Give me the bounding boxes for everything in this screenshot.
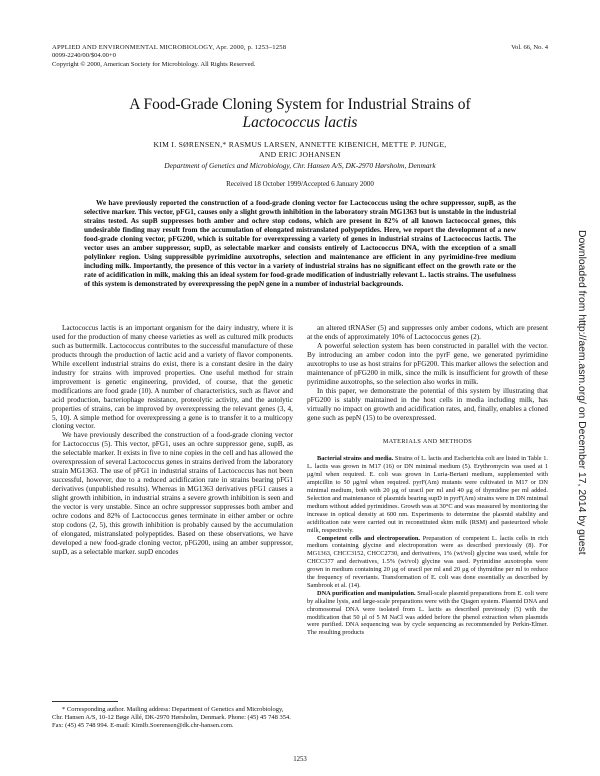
abstract: We have previously reported the construction of a food-grade cloning vector for Lactococcus using the ochre suppressor, supB, as the selective marker. This vector, pFG1, causes only a slight growth inhibition in the laboratory strain MG1363 but is unstable in the industrial strains tested. As supB suppresses both amber and ochre stop codons, which are present in 82% of all known lactococcal genes, this undesirable finding may result from the accumulation of elongated mistranslated polypeptides. Here, we report the development of a new food-grade cloning vector, pFG200, which is suitable for overexpressing a variety of genes in industrial strains of Lactococcus lactis. The vector uses an amber suppressor, supD, as selectable marker and consists entirely of Lactococcus DNA, with the exception of a small polylinker region. Using suppressible pyrimidine auxotrophs, selection and maintenance are efficient in any pyrimidine-free medium including milk. Importantly, the presence of this vector in a variety of industrial strains has no significant effect on the growth rate or the rate of acidification in milk, making this an ideal system for food-grade modification of industrially relevant L. lactis strains. The usefulness of this system is demonstrated by overexpressing the pepN gene in a number of industrial backgrounds. [84,199,516,288]
methods-text: Small-scale plasmid preparations from E. coli were by alkaline lysis, and large-scale preparations were with the Qiagen system. Plasmid DNA and chromosomal DNA were isolated from L. lactis as described previously (5) with the modification that 50 μl of 5 M NaCl was added before the phenol extraction when plasmids were purified. DNA sequencing was by cycle sequencing as recommended by Perkin-Elmer. The resulting products [307,589,548,637]
methods-text: Preparation of competent L. lactis cells in rich medium containing glycine and electroporation were as described previously (8). For MG1363, CHCC3152, CHCC2730, and derivatives, 1% (wt/vol) glycine was used, while for CHCC377 and derivatives, 1.5% (wt/vol) glycine was used. Pyrimidine auxotrophs were grown in medium containing 20 μg of uracil per ml and 20 μg of thymidine per ml to reduce the frequency of revertants. Transformation of E. coli was done essentially as described by Sambrook et al. (14). [307,534,549,589]
download-watermark-text: Downloaded from http://aem.asm.org/ on December 17, 2014 by guest [576,230,587,555]
intro-paragraph-4: A powerful selection system has been constructed in parallel with the vector. By introducing an amber codon into the pyrF gene, we generated pyrimidine auxotrophs to use as host strains for pFG200. This marker allows the selection and maintenance of pFG200 in milk, since the milk is insufficient for growth of these pyrimidine auxotrophs, so the selection also works in milk. [307,341,548,386]
volume-issue: Vol. 66, No. 4 [511,44,548,51]
journal-citation: APPLIED AND ENVIRONMENTAL MICROBIOLOGY, Apr. 2000, p. 1253–1258 [52,44,287,51]
copyright-line: Copyright © 2000, American Society for Microbiology. All Rights Reserved. [52,60,256,68]
section-heading: MATERIALS AND METHODS [382,438,473,446]
authors-line-1: KIM I. SØRENSEN,* RASMUS LARSEN, ANNETTE KIBENICH, METTE P. JUNGE, [153,140,447,149]
page-number: 1253 [293,756,307,763]
affiliation: Department of Genetics and Microbiology, Chr. Hansen A/S, DK-2970 Hørsholm, Denmark [164,161,436,170]
methods-text: Strains of L. lactis and Escherichia coli are listed in Table 1. L. lactis was grown in M17 (16) or DN minimal medium (5). Erythromycin was used at 1 μg/ml when required. E. coli was grown in Luria-Bertani medium, supplemented with ampicillin to 50 μg/ml when required. pyrF(Am) mutants were cultivated in M17 or DN minimal medium, both with 20 μg of uracil per ml and 40 μg of thymidine per ml added. Selection and maintenance of plasmids bearing supD in pyrF(Am) strains were in DN minimal medium without added pyrimidines. Growth was at 30°C and was measured by monitoring the increase in optical density at 600 nm. Experiments to determine the plasmid stability and acidification rate were carried out in reconstituted skim milk (RSM) and pasteurized whole milk, respectively. [307,455,548,534]
article-title [52,96,548,132]
intro-paragraph-2: We have previously described the construction of a food-grade cloning vector for Lactococcus (5). This vector, pFG1, uses an ochre suppressor gene, supB, as the selectable marker. It exists in five to nine copies in the cell and has allowed the overexpression of several Lactococcus genes in strains derived from the laboratory strain MG1363. The use of pFG1 in industrial strains of Lactococcus has not been successful, however, due to a reduced acidification rate in strains bearing pFG1 derivatives (unpublished results). Whereas in MG1363 derivatives pFG1 causes a slight growth inhibition, in industrial strains a severe growth inhibition is seen and the vector is very unstable. Since an ochre suppressor suppresses both amber and ochre codons and 82% of Lactococcus genes terminate in either amber or ochre stop codons (2, 5), this growth inhibition is probably caused by the accumulation of elongated, mistranslated polypeptides. Based on these observations, we have developed a new food-grade cloning vector, pFG200, using an amber suppressor, supD, as a selectable marker. supD encodes [52,431,293,556]
intro-paragraph-5: In this paper, we demonstrate the potential of this system by illustrating that pFG200 is stably maintained in the host cells in media including milk, has virtually no impact on growth and acidification rates, and, finally, enables a cloned gene such as pepN (15) to be overexpressed. [307,386,548,422]
corresponding-author-footnote: * Corresponding author. Mailing address: Department of Genetics and Microbiology, Chr. Hansen A/S, 10-12 Bøge Allé, DK-2970 Hørsholm, Denmark. Phone: (45) 45 748 354. Fax: (45) 45 748 994. E-mail: KimIb.Soerensen@dk.chr-hansen.com. [52,706,291,729]
authors-line-2: AND ERIC JOHANSEN [259,150,341,159]
run-in-heading: DNA purification and manipulation. [317,589,416,597]
right-column [307,324,548,637]
run-in-heading: Competent cells and electroporation. [317,534,421,542]
run-in-heading: Bacterial strains and media. [317,455,394,463]
running-header [52,44,548,69]
title-line-1: A Food-Grade Cloning System for Industrial Strains of [129,96,471,113]
author-list [52,140,548,160]
received-dates: Received 18 October 1999/Accepted 6 January 2000 [226,180,374,188]
issn-line: 0099-2240/00/$04.00+0 [52,52,116,60]
intro-paragraph-1: Lactococcus lactis is an important organism for the dairy industry, where it is used for the production of many cheese varieties as well as cultured milk products such as buttermilk. Lactococcus contributes to the successful manufacture of these products through the production of lactic acid and a variety of flavor components. While excellent industrial strains do exist, there is a constant desire in the dairy industry for strains with improved properties. One useful method for strain improvement is genetic engineering, provided, of course, that the genetic modifications are food grade (10). A number of characteristics, such as flavor and acid production, bacteriophage resistance, proteolytic activity, and the autolytic properties of strains, can be improved by overexpressing the relevant genes (3, 4, 5, 10). A simple method for overexpressing a gene is to transfer it to a multicopy cloning vector. [52,324,293,431]
left-column [52,324,293,557]
methods-paragraph-3 [307,590,548,637]
methods-paragraph-2 [307,535,548,590]
footnote-divider [52,701,118,702]
title-line-2: Lactococcus lactis [242,114,358,131]
intro-paragraph-3: an altered tRNASer (5) and suppresses only amber codons, which are present at the ends of approximately 10% of Lactococcus genes (2). [307,324,548,341]
methods-paragraph-1 [307,455,548,534]
download-watermark [573,230,591,680]
